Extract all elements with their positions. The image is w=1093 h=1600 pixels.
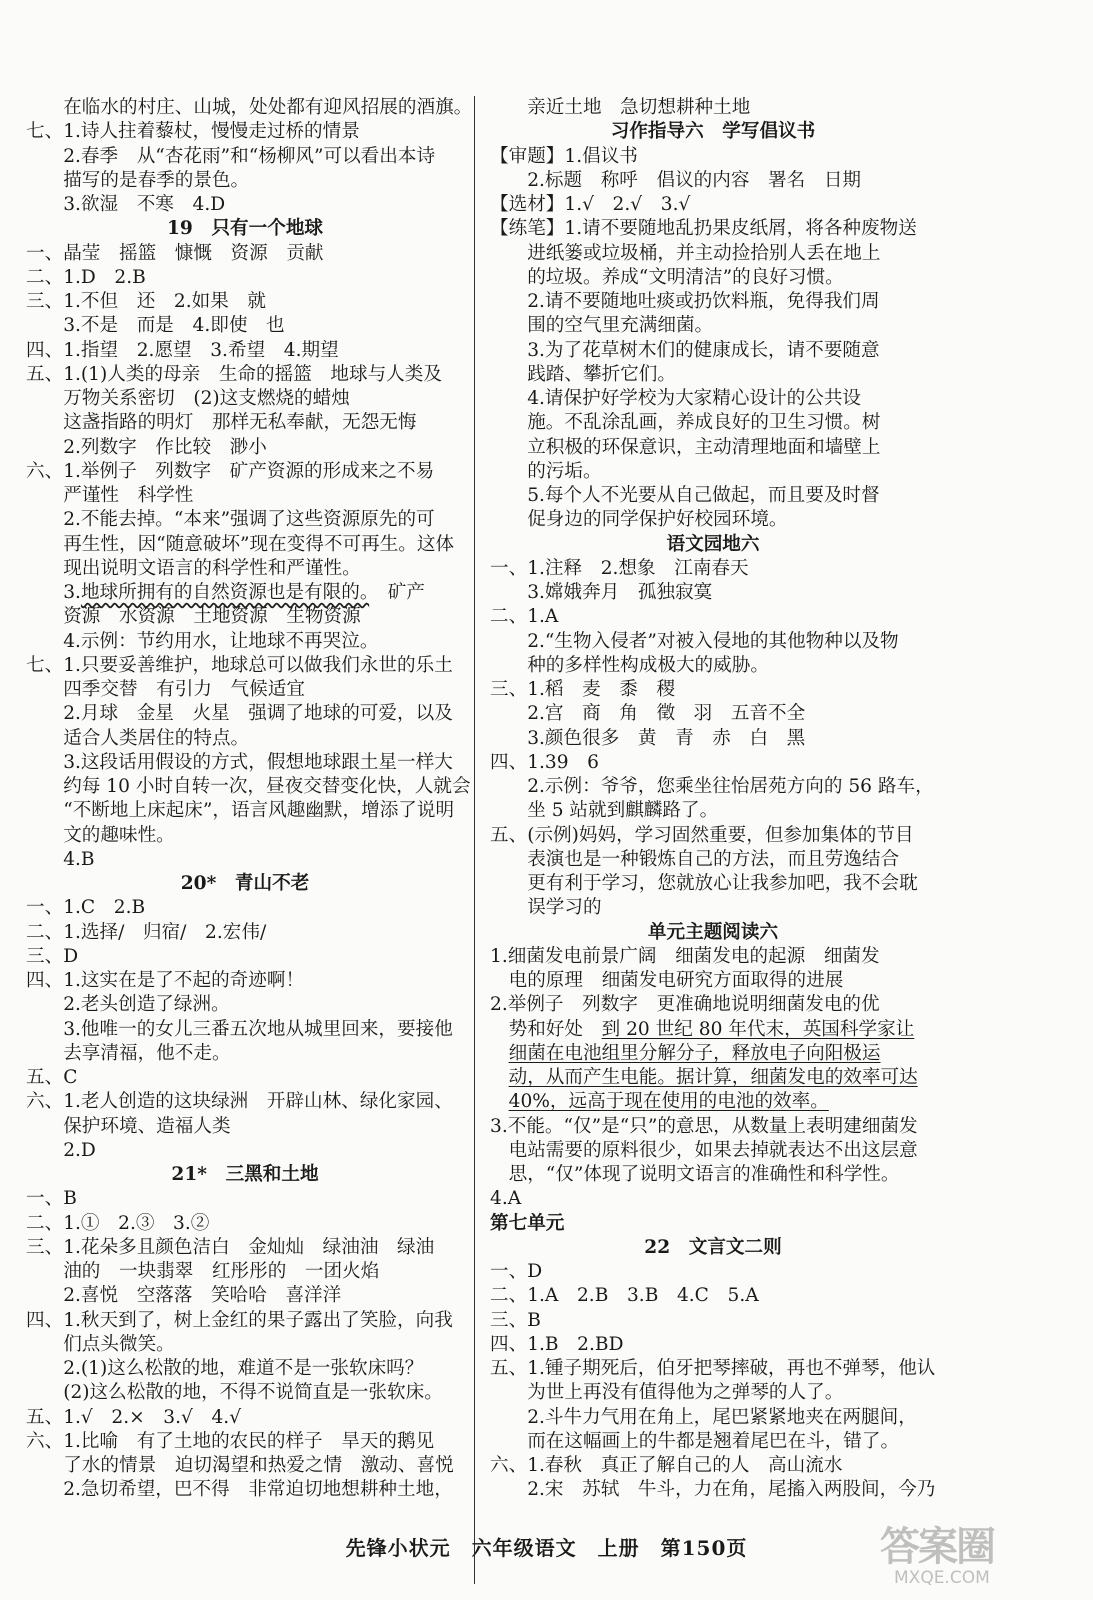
line-text: 2.请不要随地吐痰或扔饮料瓶，免得我们周 — [490, 291, 880, 312]
line-text: 三、1.稻 麦 黍 稷 — [490, 679, 676, 700]
watermark-url: MXQE.COM — [894, 1568, 990, 1588]
right-column — [490, 96, 936, 1503]
line-text — [490, 1043, 509, 1064]
answer-line — [26, 799, 464, 823]
answer-line — [490, 460, 936, 484]
answer-line — [490, 872, 936, 896]
answer-line — [490, 169, 936, 193]
line-text: 1.细菌发电前景广阔 细菌发电的起源 细菌发 — [490, 945, 880, 967]
line-text: 21* 三黑和土地 — [171, 1164, 319, 1185]
line-text: 2.列数字 作比较 渺小 — [26, 436, 267, 458]
line-text: 六、1.老人创造的这块绿洲 开辟山林、绿化家园、 — [26, 1091, 453, 1113]
answer-line — [490, 557, 936, 581]
line-text: 文的趣味性。 — [26, 824, 175, 846]
line-text: 种的多样性构成极大的威胁。 — [490, 654, 769, 676]
answer-line — [490, 1454, 936, 1478]
line-text: 四、1.B 2.BD — [490, 1333, 624, 1355]
answer-line — [490, 1357, 936, 1381]
line-text: 二、1.① 2.③ 3.② — [26, 1212, 210, 1234]
answer-line — [26, 1381, 464, 1405]
section-heading — [490, 533, 936, 557]
line-text: 思，“仅”体现了说明文语言的准确性和科学性。 — [490, 1164, 900, 1185]
answer-line — [490, 1381, 936, 1405]
answer-line — [26, 290, 464, 314]
answer-line — [26, 436, 464, 460]
answer-line — [26, 1115, 464, 1139]
answer-line — [490, 678, 936, 702]
line-text: 一、D — [490, 1261, 543, 1282]
answer-line — [490, 242, 936, 266]
line-text: 语文园地六 — [666, 533, 760, 555]
answer-line — [490, 1139, 936, 1163]
answer-line — [490, 1187, 936, 1211]
line-text: 促身边的同学保护好校园环境。 — [490, 509, 788, 531]
line-text: 2.宋 苏轼 牛斗，力在角，尾搐入两股间，今乃 — [490, 1479, 936, 1501]
line-text: 七、1.诗人拄着藜杖，慢慢走过桥的情景 — [26, 121, 360, 143]
answer-line — [26, 460, 464, 484]
line-text: 四、1.秋天到了，树上金红的果子露出了笑脸，向我 — [26, 1309, 453, 1331]
line-text: 严谨性 科学性 — [26, 485, 194, 506]
line-text: 2.不能去掉。“本来”强调了这些资源原先的可 — [26, 509, 435, 531]
line-text: (2)这么松散的地，不得不说简直是一张软床。 — [26, 1382, 443, 1404]
answer-line — [26, 1406, 464, 1430]
answer-line — [26, 1430, 464, 1454]
answer-line — [490, 387, 936, 411]
answer-line — [26, 169, 464, 193]
answer-line — [26, 193, 464, 217]
answer-line — [26, 945, 464, 969]
answer-line — [26, 1236, 464, 1260]
section-heading — [26, 217, 464, 241]
answer-line — [490, 314, 936, 338]
underlined-text: 40%，远高于现在使用的电池的效率。 — [508, 1091, 829, 1113]
section-heading — [490, 921, 936, 945]
answer-line — [26, 387, 464, 411]
answer-line — [26, 702, 464, 726]
answer-line — [490, 799, 936, 823]
line-text: 三、D — [26, 945, 79, 967]
answer-line — [26, 1478, 464, 1502]
answer-line — [490, 484, 936, 508]
line-text: 而在这幅画上的牛都是翘着尾巴在斗，错了。 — [490, 1430, 900, 1452]
line-text: 五、(示例)妈妈，学习固然重要，但参加集体的节目 — [490, 824, 914, 846]
answer-line — [26, 145, 464, 169]
answer-line — [490, 217, 936, 241]
line-text: 围的空气里充满细菌。 — [490, 315, 714, 337]
answer-line — [490, 969, 936, 993]
line-text: 单元主题阅读六 — [647, 921, 779, 943]
line-text: 误学习的 — [490, 897, 602, 919]
answer-line — [490, 1333, 936, 1357]
answer-line — [26, 1042, 464, 1066]
line-text: 第七单元 — [490, 1212, 565, 1234]
answer-line — [490, 896, 936, 920]
line-text: 2.老头创造了绿洲。 — [26, 994, 230, 1016]
column-divider — [474, 96, 475, 1584]
line-text: 进纸篓或垃圾桶，并主动捡拾别人丢在地上 — [490, 242, 881, 264]
line-text: 【审题】1.倡议书 — [490, 145, 638, 167]
line-text: 五、C — [26, 1067, 78, 1088]
line-text: 22 文言文二则 — [644, 1236, 782, 1258]
line-text: 五、1.锺子期死后，伯牙把琴摔破，再也不弹琴，他认 — [490, 1358, 936, 1379]
line-text: 5.每个人不光要从自己做起，而且要及时督 — [490, 485, 880, 506]
answer-line — [26, 824, 464, 848]
answer-line — [26, 484, 464, 508]
wavy-underlined-text: 地球所拥有的自然资源也是有限的。 — [80, 582, 370, 603]
line-text: 四季交替 有引力 气候适宜 — [26, 679, 305, 700]
line-text: 2.宫 商 角 徵 羽 五音不全 — [490, 703, 806, 725]
line-text: 二、1.D 2.B — [26, 266, 146, 288]
answer-line — [490, 436, 936, 460]
line-text: 2.标题 称呼 倡议的内容 署名 日期 — [490, 169, 862, 191]
line-text: 践踏、攀折它们。 — [490, 363, 676, 385]
section-heading — [26, 1163, 464, 1187]
answer-line — [26, 678, 464, 702]
answer-line — [26, 1212, 464, 1236]
line-text: 保护环境、造福人类 — [26, 1115, 231, 1137]
line-text: 势和好处 — [490, 1018, 602, 1040]
watermark-logo — [880, 1515, 1080, 1595]
answer-line — [26, 1309, 464, 1333]
line-text: 4.请保护好学校为大家精心设计的公共设 — [490, 388, 862, 409]
line-text: 二、1.A — [490, 606, 559, 628]
line-text: 【练笔】1.请不要随地乱扔果皮纸屑，将各种废物送 — [490, 218, 917, 240]
answer-line — [26, 363, 464, 387]
answer-line — [490, 290, 936, 314]
answer-line — [26, 120, 464, 144]
watermark-text: 答案圈 — [880, 1523, 994, 1570]
answer-line — [26, 1454, 464, 1478]
line-text: 六、1.比喻 有了土地的农民的样子 旱天的鹅见 — [26, 1430, 435, 1452]
line-text — [490, 1091, 509, 1112]
answer-line — [490, 775, 936, 799]
line-text: 电站需要的原料很少，如果去掉就表达不出这层意 — [490, 1139, 918, 1161]
answer-line — [490, 1018, 936, 1042]
answer-line — [26, 848, 464, 872]
answer-line — [490, 824, 936, 848]
line-text: 2.斗牛力气用在角上，尾巴紧紧地夹在两腿间， — [490, 1406, 917, 1428]
answer-line — [26, 775, 471, 799]
line-text: 约每 10 小时自转一次，昼夜交替变化快，人就会 — [26, 776, 471, 797]
line-text: 二、1.A 2.B 3.B 4.C 5.A — [490, 1285, 759, 1307]
answer-line — [26, 314, 464, 338]
answer-line — [26, 1066, 464, 1090]
answer-line — [490, 1284, 936, 1308]
line-text: 四、1.这实在是了不起的奇迹啊！ — [26, 970, 305, 991]
line-text: 适合人类居住的特点。 — [26, 727, 250, 749]
line-text: 【选材】1.√ 2.√ 3.√ — [490, 194, 691, 215]
line-text: 2.D — [26, 1139, 96, 1161]
line-text: 3. — [26, 582, 81, 603]
line-text: 在临水的村庄、山城，处处都有迎风招展的酒旗。 — [26, 97, 473, 118]
section-heading — [26, 872, 464, 896]
line-text: 2.喜悦 空落落 笑哈哈 喜洋洋 — [26, 1285, 342, 1307]
answer-line — [26, 727, 464, 751]
answer-line — [490, 1212, 936, 1236]
line-text: 去享清福，他不走。 — [26, 1042, 231, 1064]
answer-line — [26, 993, 464, 1017]
section-heading — [490, 120, 936, 144]
answer-line — [26, 266, 464, 290]
page-footer: 先锋小状元 六年级语文 上册 第150页 — [345, 1536, 748, 1560]
line-text: 施。不乱涂乱画，养成良好的卫生习惯。树 — [490, 412, 881, 434]
line-text: 3.不是 而是 4.即使 也 — [26, 315, 285, 337]
line-text: 2.(1)这么松散的地，难道不是一张软床吗？ — [26, 1358, 424, 1379]
line-text: 为世上再没有值得他为之弹琴的人了。 — [490, 1382, 844, 1404]
line-text: 再生性，因“随意破坏”现在变得不可再生。这体 — [26, 533, 455, 555]
line-text: 2.示例：爷爷，您乘坐往怡居苑方向的 56 路车， — [490, 776, 934, 797]
line-text: 4.示例：节约用水，让地球不再哭泣。 — [26, 630, 379, 652]
line-text: 二、1.选择/ 归宿/ 2.宏伟/ — [26, 921, 267, 943]
underlined-text: 动，从而产生电能。据计算，细菌发电的效率可达 — [508, 1067, 918, 1088]
answer-line — [26, 1260, 464, 1284]
answer-line — [26, 1139, 464, 1163]
line-text: 一、晶莹 摇篮 慷慨 资源 贡献 — [26, 242, 324, 264]
line-text: 习作指导六 学写倡议书 — [610, 121, 816, 143]
line-text: 3.这段话用假设的方式，假想地球跟土星一样大 — [26, 751, 453, 773]
answer-line — [26, 921, 464, 945]
line-text: 19 只有一个地球 — [166, 218, 324, 240]
line-text: 五、1.(1)人类的母亲 生命的摇篮 地球与人类及 — [26, 363, 442, 385]
answer-line — [26, 411, 464, 435]
line-text: 3.颜色很多 黄 青 赤 白 黑 — [490, 727, 806, 749]
answer-line — [490, 96, 936, 120]
answer-line — [26, 533, 464, 557]
line-text: 4.A — [490, 1188, 522, 1210]
answer-line — [26, 1018, 464, 1042]
line-text: 描写的是春季的景色。 — [26, 169, 250, 191]
line-text: 六、1.春秋 真正了解自己的人 高山流水 — [490, 1455, 843, 1476]
line-text: “不断地上床起床”，语言风趣幽默，增添了说明 — [26, 800, 455, 822]
line-text: 坐 5 站就到麒麟路了。 — [490, 800, 719, 822]
line-text: 万物关系密切 (2)这支燃烧的蜡烛 — [26, 388, 350, 409]
answer-line — [490, 848, 936, 872]
line-text: 们点头微笑。 — [26, 1333, 175, 1355]
line-text-tail: 矿产 — [369, 582, 425, 603]
answer-line — [26, 557, 464, 581]
answer-line — [490, 1115, 936, 1139]
answer-line — [26, 96, 473, 120]
answer-line — [490, 993, 936, 1017]
answer-line — [26, 1357, 464, 1381]
answer-line — [490, 727, 936, 751]
answer-line — [490, 702, 936, 726]
answer-line — [490, 1309, 936, 1333]
line-text: 亲近土地 急切想耕种土地 — [490, 97, 751, 118]
answer-line — [490, 1090, 936, 1114]
line-text: 2.急切希望，巴不得 非常迫切地想耕种土地， — [26, 1479, 453, 1501]
answer-line — [490, 751, 936, 775]
line-text: 2.春季 从“杏花雨”和“杨柳风”可以看出本诗 — [26, 145, 436, 167]
line-text: 三、B — [490, 1309, 541, 1331]
answer-line — [26, 605, 464, 629]
line-text: 现出说明文语言的科学性和严谨性。 — [26, 557, 361, 579]
line-text: 的垃圾。养成“文明清洁”的良好习惯。 — [490, 266, 844, 288]
answer-line — [26, 339, 464, 363]
line-text: 一、1.注释 2.想象 江南春天 — [490, 557, 749, 579]
answer-line — [26, 1187, 464, 1211]
line-text: 了水的情景 迫切渴望和热爱之情 激动、喜悦 — [26, 1455, 454, 1476]
answer-line — [26, 896, 464, 920]
line-text: 油的 一块翡翠 红彤彤的 一团火焰 — [26, 1261, 380, 1282]
answer-line — [490, 581, 936, 605]
answer-line — [26, 969, 464, 993]
line-text: 三、1.不但 还 2.如果 就 — [26, 291, 267, 312]
answer-line — [490, 605, 936, 629]
answer-line — [26, 654, 464, 678]
answer-line — [26, 1284, 464, 1308]
line-text: 立积极的环保意识，主动清理地面和墙壁上 — [490, 436, 881, 458]
line-text: 五、1.√ 2.× 3.√ 4.√ — [26, 1406, 242, 1428]
answer-line — [490, 1066, 936, 1090]
answer-line — [490, 339, 936, 363]
section-heading — [490, 1236, 936, 1260]
answer-line — [490, 630, 936, 654]
line-text: 3.欲湿 不寒 4.D — [26, 194, 226, 215]
left-column — [26, 96, 473, 1503]
answer-line — [26, 581, 464, 605]
answer-line — [490, 508, 936, 532]
line-text: 2.月球 金星 火星 强调了地球的可爱，以及 — [26, 703, 453, 725]
line-text: 资源 水资源 土地资源 生物资源 — [26, 606, 361, 628]
line-text: 一、B — [26, 1188, 77, 1210]
answer-line — [490, 945, 936, 969]
answer-line — [490, 1406, 936, 1430]
line-text: 四、1.指望 2.愿望 3.希望 4.期望 — [26, 339, 339, 361]
underlined-text: 到 20 世纪 80 年代末，英国科学家让 — [601, 1018, 915, 1040]
answer-line — [490, 1260, 936, 1284]
answer-line — [26, 751, 464, 775]
line-text: 电的原理 细菌发电研究方面取得的进展 — [490, 970, 844, 991]
answer-line — [490, 1478, 936, 1502]
answer-line — [26, 630, 464, 654]
answer-line — [490, 411, 936, 435]
answer-line — [490, 193, 936, 217]
line-text: 一、1.C 2.B — [26, 897, 146, 919]
line-text: 2.举例子 列数字 更准确地说明细菌发电的优 — [490, 994, 880, 1016]
line-text: 七、1.只要妥善维护，地球总可以做我们永世的乐土 — [26, 654, 453, 676]
line-text: 3.为了花草树木们的健康成长，请不要随意 — [490, 339, 880, 361]
answer-line — [490, 1430, 936, 1454]
line-text — [490, 1067, 509, 1088]
line-text: 3.他唯一的女儿三番五次地从城里回来，要接他 — [26, 1018, 453, 1040]
line-text: 的污垢。 — [490, 460, 602, 482]
line-text: 三、1.花朵多且颜色洁白 金灿灿 绿油油 绿油 — [26, 1236, 435, 1258]
answer-line — [26, 1090, 464, 1114]
line-text: 这盏指路的明灯 那样无私奉献，无怨无悔 — [26, 412, 417, 434]
answer-line — [26, 1333, 464, 1357]
answer-line — [490, 1042, 936, 1066]
line-text: 2.“生物入侵者”对被入侵地的其他物种以及物 — [490, 630, 899, 652]
answer-line — [26, 508, 464, 532]
answer-line — [490, 654, 936, 678]
line-text: 表演也是一种锻炼自己的方法，而且劳逸结合 — [490, 848, 900, 870]
underlined-text: 细菌在电池组里分解分子，释放电子向阳极运 — [508, 1042, 881, 1064]
line-text: 3.嫦娥奔月 孤独寂寞 — [490, 582, 713, 603]
answer-line — [490, 363, 936, 387]
answer-line — [26, 242, 464, 266]
line-text: 更有利于学习，您就放心让我参加吧，我不会耽 — [490, 873, 918, 894]
answer-line — [490, 266, 936, 290]
answer-line — [490, 145, 936, 169]
line-text: 20* 青山不老 — [180, 873, 310, 894]
line-text: 3.不能。“仅”是“只”的意思，从数量上表明建细菌发 — [490, 1115, 918, 1137]
answer-line — [490, 1163, 936, 1187]
line-text: 六、1.举例子 列数字 矿产资源的形成来之不易 — [26, 460, 435, 482]
line-text: 四、1.39 6 — [490, 751, 600, 773]
line-text: 4.B — [26, 848, 95, 870]
